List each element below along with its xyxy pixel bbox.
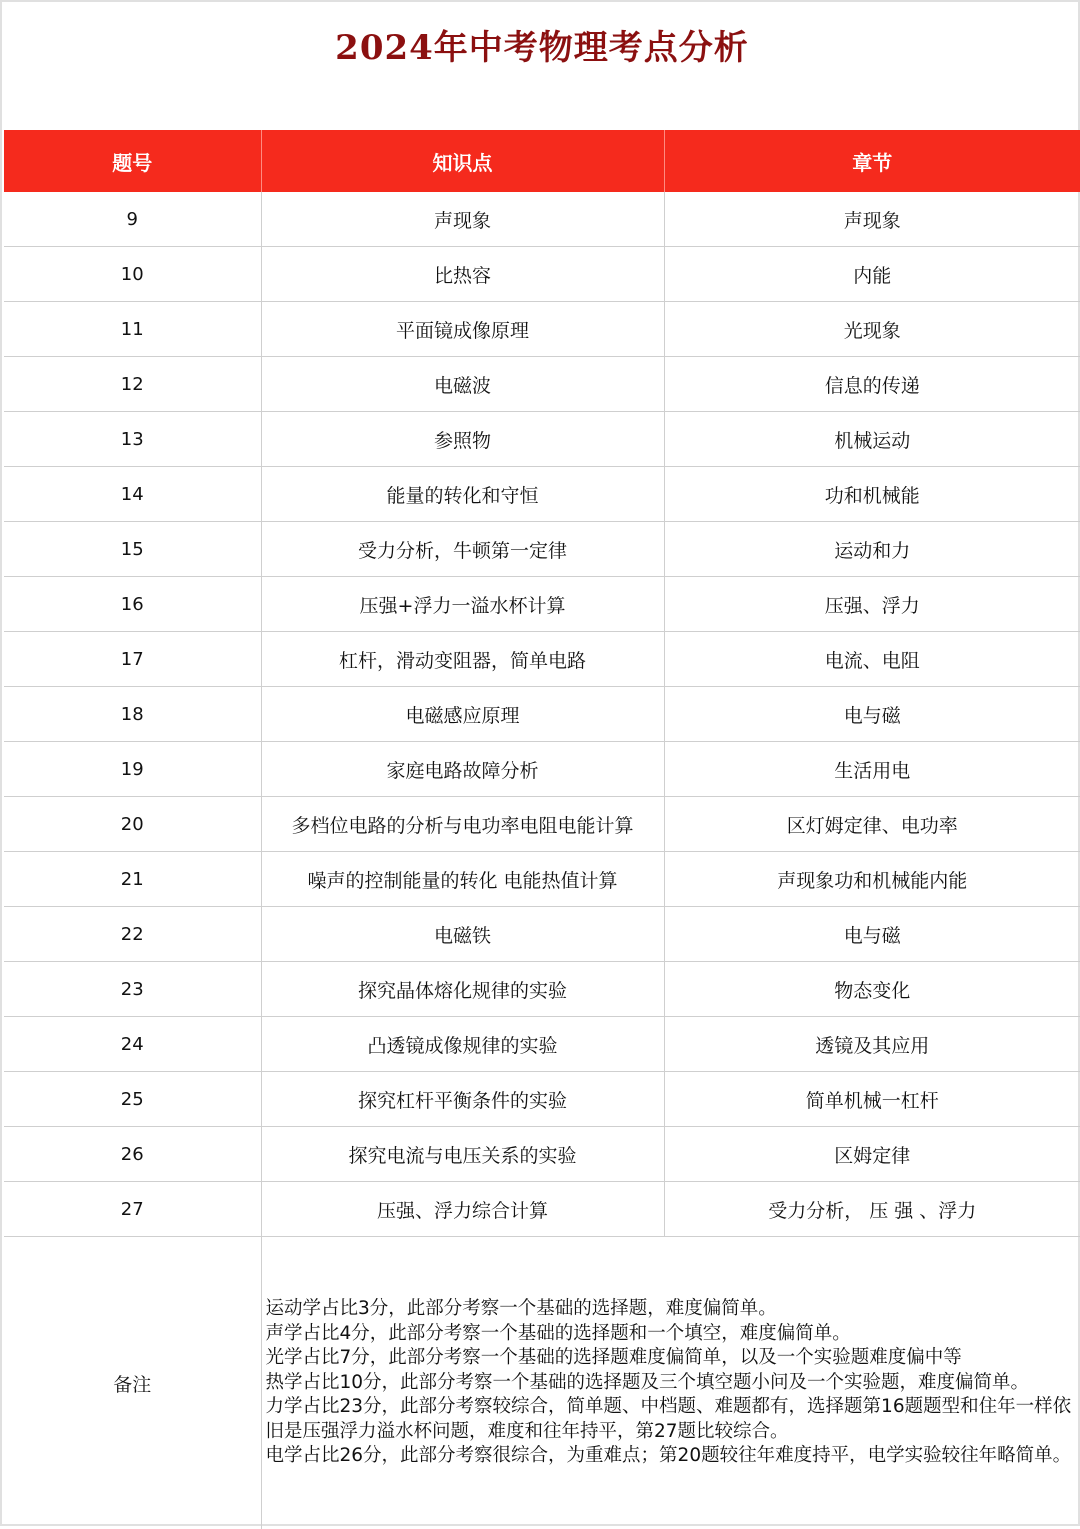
note-line: 电学占比26分，此部分考察很综合，为重难点；第20题较往年难度持平，电学实验较往年略简单。 <box>266 1444 1073 1469</box>
cell-knowledge: 探究杠杆平衡条件的实验 <box>261 1072 664 1127</box>
cell-number: 21 <box>4 852 261 907</box>
cell-number: 13 <box>4 412 261 467</box>
table-row <box>4 192 1080 247</box>
notes-text <box>262 1297 1080 1469</box>
cell-number: 18 <box>4 687 261 742</box>
cell-knowledge: 比热容 <box>261 247 664 302</box>
cell-knowledge: 凸透镜成像规律的实验 <box>261 1017 664 1072</box>
header-number: 题号 <box>4 130 261 192</box>
cell-chapter: 生活用电 <box>664 742 1080 797</box>
cell-number: 27 <box>4 1182 261 1237</box>
table-row <box>4 522 1080 577</box>
cell-chapter: 区灯姆定律、电功率 <box>664 797 1080 852</box>
cell-knowledge: 压强、浮力综合计算 <box>261 1182 664 1237</box>
cell-chapter: 电与磁 <box>664 687 1080 742</box>
cell-knowledge: 杠杆，滑动变阻器，简单电路 <box>261 632 664 687</box>
cell-chapter: 机械运动 <box>664 412 1080 467</box>
table-row <box>4 247 1080 302</box>
cell-number: 23 <box>4 962 261 1017</box>
header-knowledge: 知识点 <box>261 130 664 192</box>
note-line: 光学占比7分，此部分考察一个基础的选择题难度偏简单，以及一个实验题难度偏中等 <box>266 1346 1073 1371</box>
cell-chapter: 物态变化 <box>664 962 1080 1017</box>
cell-knowledge: 平面镜成像原理 <box>261 302 664 357</box>
table-row <box>4 687 1080 742</box>
note-line: 热学占比10分，此部分考察一个基础的选择题及三个填空题小问及一个实验题，难度偏简单。 <box>266 1371 1073 1396</box>
cell-knowledge: 家庭电路故障分析 <box>261 742 664 797</box>
note-line: 运动学占比3分，此部分考察一个基础的选择题，难度偏简单。 <box>266 1297 1073 1322</box>
cell-number: 24 <box>4 1017 261 1072</box>
cell-chapter: 功和机械能 <box>664 467 1080 522</box>
table-row <box>4 577 1080 632</box>
cell-number: 17 <box>4 632 261 687</box>
page-title: 2024年中考物理考点分析 <box>2 20 1080 69</box>
table-row <box>4 742 1080 797</box>
cell-number: 22 <box>4 907 261 962</box>
table-row <box>4 907 1080 962</box>
cell-knowledge: 电磁铁 <box>261 907 664 962</box>
cell-knowledge: 电磁波 <box>261 357 664 412</box>
cell-knowledge: 声现象 <box>261 192 664 247</box>
cell-knowledge: 多档位电路的分析与电功率电阻电能计算 <box>261 797 664 852</box>
cell-knowledge: 能量的转化和守恒 <box>261 467 664 522</box>
cell-number: 10 <box>4 247 261 302</box>
table-row <box>4 632 1080 687</box>
notes-label: 备注 <box>4 1237 261 1529</box>
header-chapter: 章节 <box>664 130 1080 192</box>
cell-chapter: 区姆定律 <box>664 1127 1080 1182</box>
cell-knowledge: 探究晶体熔化规律的实验 <box>261 962 664 1017</box>
table-row <box>4 1072 1080 1127</box>
cell-knowledge: 压强+浮力一溢水杯计算 <box>261 577 664 632</box>
cell-knowledge: 探究电流与电压关系的实验 <box>261 1127 664 1182</box>
exam-points-table <box>4 130 1080 1529</box>
cell-number: 14 <box>4 467 261 522</box>
cell-number: 9 <box>4 192 261 247</box>
table-row <box>4 797 1080 852</box>
cell-chapter: 简单机械一杠杆 <box>664 1072 1080 1127</box>
cell-chapter: 声现象 <box>664 192 1080 247</box>
table-header-row <box>4 130 1080 192</box>
cell-knowledge: 噪声的控制能量的转化 电能热值计算 <box>261 852 664 907</box>
cell-knowledge: 参照物 <box>261 412 664 467</box>
table-row <box>4 852 1080 907</box>
table-row <box>4 412 1080 467</box>
cell-number: 15 <box>4 522 261 577</box>
title-area <box>2 2 1080 130</box>
note-line: 声学占比4分，此部分考察一个基础的选择题和一个填空，难度偏简单。 <box>266 1322 1073 1347</box>
table-row <box>4 357 1080 412</box>
cell-number: 19 <box>4 742 261 797</box>
notes-row <box>4 1237 1080 1529</box>
cell-chapter: 受力分析， 压 强 、浮力 <box>664 1182 1080 1237</box>
cell-number: 25 <box>4 1072 261 1127</box>
cell-number: 26 <box>4 1127 261 1182</box>
cell-chapter: 声现象功和机械能内能 <box>664 852 1080 907</box>
notes-cell <box>261 1237 1080 1529</box>
cell-knowledge: 电磁感应原理 <box>261 687 664 742</box>
table-row <box>4 467 1080 522</box>
cell-chapter: 运动和力 <box>664 522 1080 577</box>
cell-number: 12 <box>4 357 261 412</box>
cell-chapter: 透镜及其应用 <box>664 1017 1080 1072</box>
cell-knowledge: 受力分析，牛顿第一定律 <box>261 522 664 577</box>
cell-number: 11 <box>4 302 261 357</box>
cell-number: 20 <box>4 797 261 852</box>
cell-chapter: 内能 <box>664 247 1080 302</box>
cell-chapter: 光现象 <box>664 302 1080 357</box>
table-row <box>4 302 1080 357</box>
table-row <box>4 1127 1080 1182</box>
note-line: 力学占比23分，此部分考察较综合，简单题、中档题、难题都有，选择题第16题题型和住年一样依旧是压强浮力溢水杯问题，难度和往年持平，第27题比较综合。 <box>266 1395 1073 1444</box>
cell-chapter: 电与磁 <box>664 907 1080 962</box>
cell-chapter: 电流、电阻 <box>664 632 1080 687</box>
table-row <box>4 1182 1080 1237</box>
cell-number: 16 <box>4 577 261 632</box>
cell-chapter: 压强、浮力 <box>664 577 1080 632</box>
table-row <box>4 1017 1080 1072</box>
cell-chapter: 信息的传递 <box>664 357 1080 412</box>
table-row <box>4 962 1080 1017</box>
